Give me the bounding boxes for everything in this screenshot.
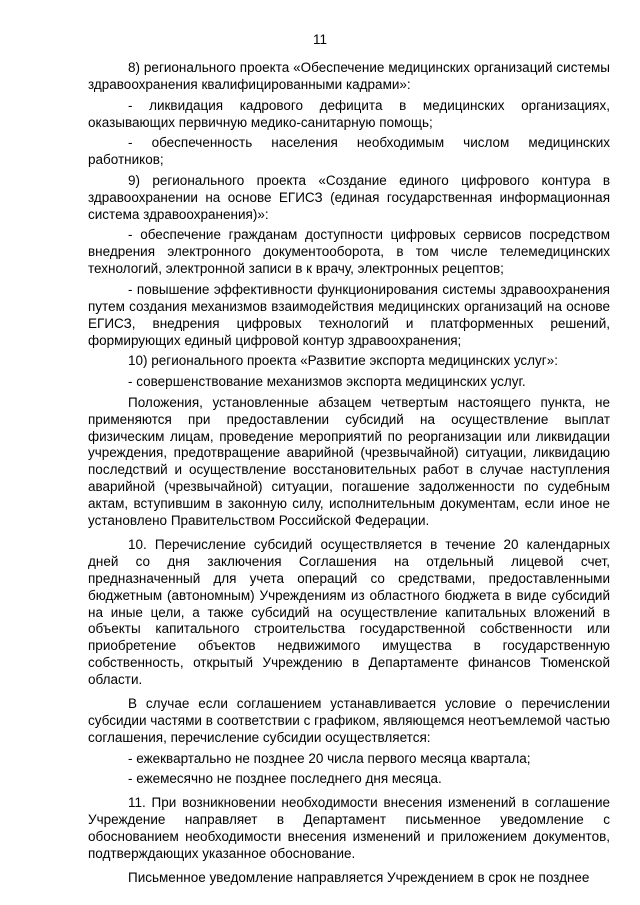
paragraph-project-9: 9) регионального проекта «Создание единого цифрового контура в здравоохранении на основе ЕГИСЗ (единая государственная информационная система здравоохранения)»: [88,172,610,222]
paragraph-project-8: 8) регионального проекта «Обеспечение медицинских организаций системы здравоохранения квалифицированными кадрами»: [88,60,610,92]
paragraph-section-11: 11. При возникновении необходимости внесения изменений в соглашение Учреждение направляет в Департамент письменное уведомление с обоснованием необходимости внесения изменений и приложением документов, подтверждающих указанное обоснование. [88,795,610,861]
paragraph-installments: В случае если соглашением устанавливается условие о перечислении субсидии частями в соответствии с графиком, являющемся неотъемлемой частью соглашения, перечисление субсидии осуществляется: [88,696,610,745]
list-item-monthly: - ежемесячно не позднее последнего дня месяца. [128,771,442,787]
list-item-quarterly: - ежеквартально не позднее 20 числа первого месяца квартала; [128,750,531,766]
page-number: 11 [312,32,327,47]
paragraph-provisions: Положения, установленные абзацем четвертым настоящего пункта, не применяются при предоставлении субсидий на осуществление выплат физическим лицам, проведение мероприятий по реорганизации или ликвидации учреждения, предотвращение аварийной (чрезвычайной) ситуации, ликвидацию последствий и осуществление восстановительных работ в случае наступления аварийной (чрезвычайной) ситуации, погашение задолженности по судебным актам, вступившим в законную силу, исполнительным документам, если иное не установлено Правительством Российской Федерации. [88,394,610,529]
paragraph-project-10: 10) регионального проекта «Развитие экспорта медицинских услуг»: [128,353,558,369]
paragraph-notification: Письменное уведомление направляется Учреждением в срок не позднее [128,869,590,885]
list-item-staff-deficit: - ликвидация кадрового дефицита в медицинских организациях, оказывающих первичную медико-санитарную помощь; [88,97,610,130]
list-item-staff-provision: - обеспеченность населения необходимым числом медицинских работников; [88,135,610,168]
list-item-digital-services: - обеспечение гражданам доступности цифровых сервисов посредством внедрения электронного документооборота, в том числе телемедицинских технологий, электронной записи в к врачу, электронных рецептов; [88,227,610,277]
paragraph-section-10: 10. Перечисление субсидий осуществляется в течение 20 календарных дней со дня заключения Соглашения на отдельный лицевой счет, предназначенный для учета операций со средствами, предоставленными бюджетным (автономным) Учреждениям из областного бюджета в виде субсидий на иные цели, а также субсидий на осуществление капитальных вложений в объекты капитального строительства государственной собственности или приобретение объектов недвижимого имущества в государственную собственность, открытый Учреждению в Департаменте финансов Тюменской области. [88,536,610,688]
list-item-medical-export: - совершенствование механизмов экспорта медицинских услуг. [128,373,526,389]
document-body [88,60,610,891]
list-item-healthcare-efficiency: - повышение эффективности функционирования системы здравоохранения путем создания механизмов взаимодействия медицинских организаций на основе ЕГИСЗ, внедрения цифровых технологий и платформенных решений, формирующих единый цифровой контур здравоохранения; [88,281,610,348]
